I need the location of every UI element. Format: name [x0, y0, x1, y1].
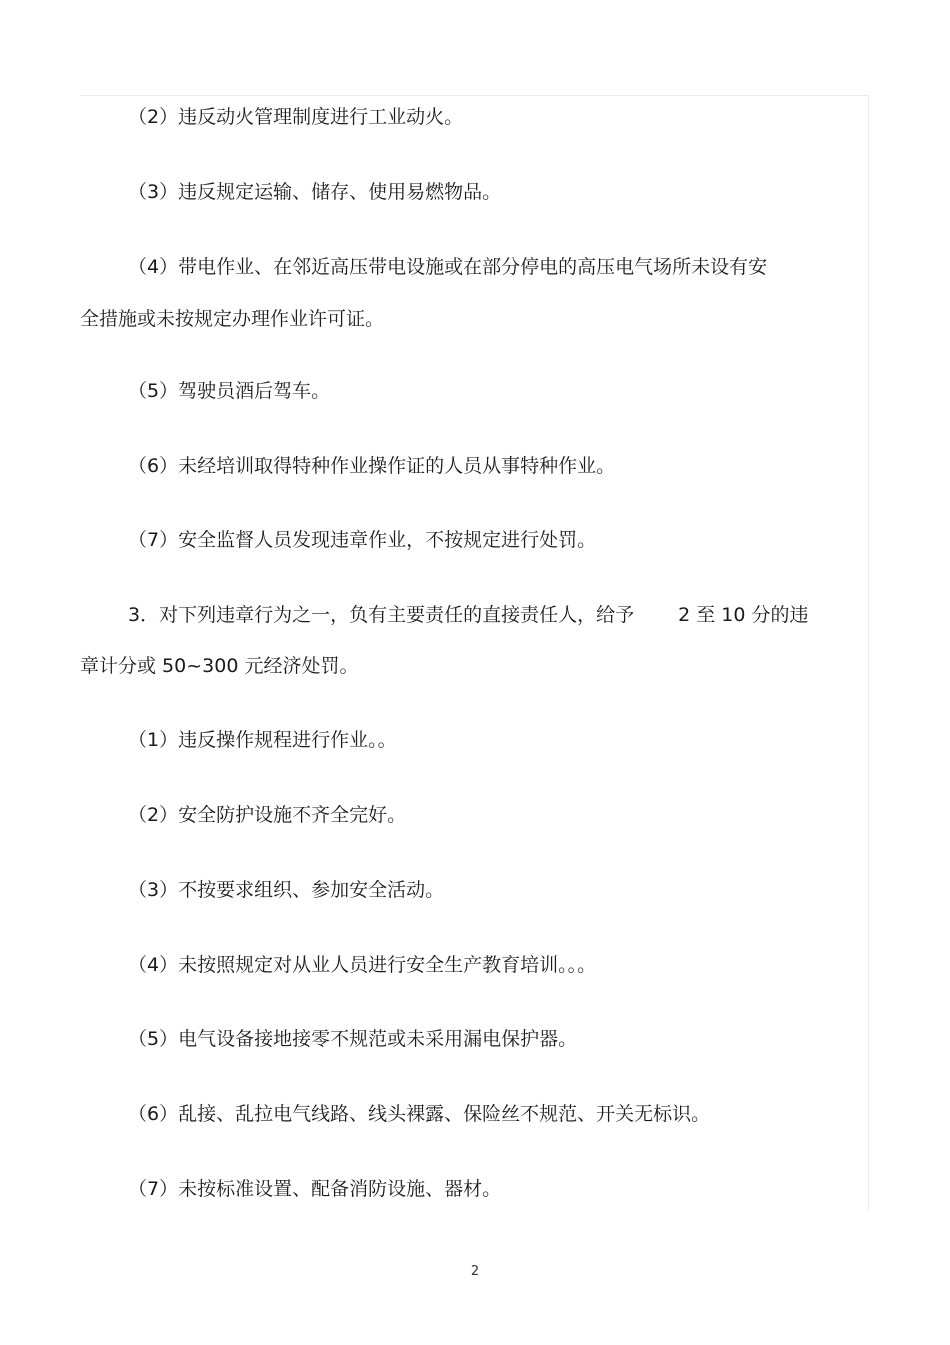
page-number: 2 [470, 1264, 480, 1279]
section-heading [80, 604, 908, 626]
list-item: （6）乱接、乱拉电气线路、线头裸露、保险丝不规范、开关无标识。 [128, 1103, 711, 1125]
list-item: （7）安全监督人员发现违章作业，不按规定进行处罚。 [128, 529, 597, 551]
list-item: （1）违反操作规程进行作业。。 [128, 729, 397, 751]
list-item: （5）电气设备接地接零不规范或未采用漏电保护器。 [128, 1028, 578, 1050]
list-item: （2）安全防护设施不齐全完好。 [128, 804, 407, 826]
section-heading-text: 3．对下列违章行为之一，负有主要责任的直接责任人，给予 [128, 604, 635, 626]
list-item: （4）带电作业、在邻近高压带电设施或在部分停电的高压电气场所未设有安 [128, 256, 768, 278]
list-item: （5）驾驶员酒后驾车。 [128, 380, 331, 402]
list-item-continuation: 全措施或未按规定办理作业许可证。 [80, 308, 385, 330]
list-item: （3）不按要求组织、参加安全活动。 [128, 879, 445, 901]
list-item: （3）违反规定运输、储存、使用易燃物品。 [128, 181, 502, 203]
list-item: （4）未按照规定对从业人员进行安全生产教育培训。。。 [128, 954, 597, 976]
section-heading-continuation: 章计分或 50~300 元经济处罚。 [80, 655, 359, 677]
list-item: （7）未按标准设置、配备消防设施、器材。 [128, 1178, 502, 1200]
section-heading-points: 2 至 10 分的违 [678, 604, 809, 626]
list-item: （6）未经培训取得特种作业操作证的人员从事特种作业。 [128, 455, 616, 477]
list-item: （2）违反动火管理制度进行工业动火。 [128, 106, 464, 128]
